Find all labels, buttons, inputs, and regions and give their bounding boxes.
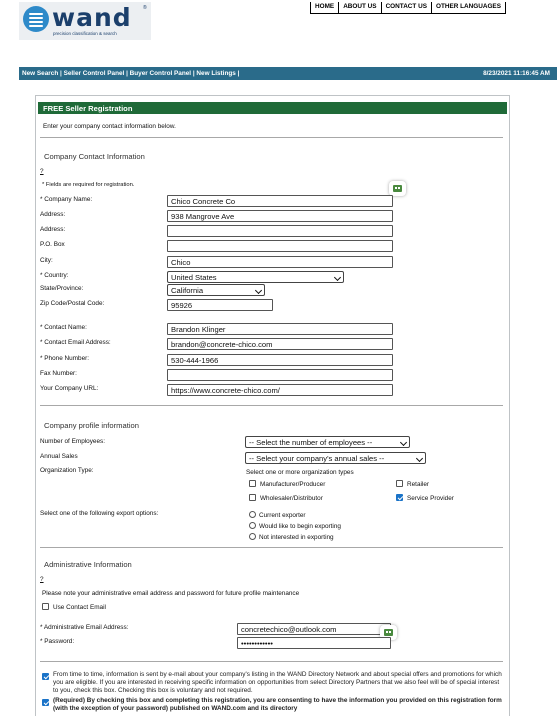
form-intro: Enter your company contact information below. xyxy=(43,123,176,130)
city-input[interactable]: Chico xyxy=(167,256,393,268)
retailer-label: Retailer xyxy=(407,481,430,488)
use-contact-email-label: Use Contact Email xyxy=(53,604,106,611)
address1-input[interactable]: 938 Mangrove Ave xyxy=(167,210,393,222)
retailer-checkbox[interactable] xyxy=(396,480,403,487)
control-bar xyxy=(19,67,557,80)
marketing-consent-checkbox[interactable] xyxy=(42,673,49,680)
city-label: City: xyxy=(40,257,53,264)
divider xyxy=(40,661,503,662)
logo-tagline: precision classification & search xyxy=(53,31,117,36)
po-box-input[interactable] xyxy=(167,240,393,252)
control-panel-links[interactable]: New Search | Seller Control Panel | Buyer Control Panel | New Listings | xyxy=(22,70,240,77)
country-select[interactable] xyxy=(167,271,344,283)
admin-section-heading: Administrative Information xyxy=(44,560,132,569)
service-provider-checkbox[interactable] xyxy=(396,494,403,501)
wholesaler-label: Wholesaler/Distributor xyxy=(260,495,323,502)
contact-email-input[interactable]: brandon@concrete-chico.com xyxy=(167,338,393,350)
contact-section-heading: Company Contact Information xyxy=(44,152,145,161)
employees-label: Number of Employees: xyxy=(40,438,105,445)
org-type-hint: Select one or more organization types xyxy=(246,469,354,476)
password-input[interactable]: •••••••••••• xyxy=(237,637,391,649)
password-manager-icon[interactable] xyxy=(389,181,406,196)
service-provider-label: Service Provider xyxy=(407,495,454,502)
state-select[interactable] xyxy=(167,284,265,296)
admin-email-input[interactable]: concretechico@outlook.com xyxy=(237,623,391,635)
wand-logo[interactable] xyxy=(19,2,151,40)
divider xyxy=(40,547,503,548)
chevron-down-icon xyxy=(334,274,341,281)
chevron-down-icon xyxy=(416,455,423,462)
not-interested-label: Not interested in exporting xyxy=(259,534,334,541)
admin-help-link[interactable]: ? xyxy=(40,576,44,583)
chevron-down-icon xyxy=(400,439,407,446)
admin-email-label: * Administrative Email Address: xyxy=(40,624,129,631)
company-name-label: * Company Name: xyxy=(40,196,93,203)
registration-panel xyxy=(35,95,510,716)
current-exporter-label: Current exporter xyxy=(259,512,306,519)
org-type-label: Organization Type: xyxy=(40,467,94,474)
country-label: * Country: xyxy=(40,272,69,279)
current-datetime: 8/23/2021 11:16:45 AM xyxy=(483,70,550,77)
nav-home[interactable]: HOME xyxy=(310,2,338,14)
zip-label: Zip Code/Postal Code: xyxy=(40,300,105,307)
contact-email-label: * Contact Email Address: xyxy=(40,339,111,346)
begin-exporting-radio[interactable] xyxy=(249,522,256,529)
state-label: State/Province: xyxy=(40,285,84,292)
publish-consent-text: (Required) By checking this box and completing this registration, you are consenting to have the information you provided on this registration form (with the exception of your password) published on WAND.com and its directory xyxy=(53,697,502,712)
contact-help-link[interactable]: ? xyxy=(40,168,44,175)
fax-input[interactable] xyxy=(167,369,393,381)
company-name-input[interactable]: Chico Concrete Co xyxy=(167,195,393,207)
manufacturer-label: Manufacturer/Producer xyxy=(260,481,326,488)
logo-wordmark: wand xyxy=(52,3,132,32)
sales-select[interactable] xyxy=(245,452,426,464)
required-note: * Fields are required for registration. xyxy=(42,182,135,188)
manufacturer-checkbox[interactable] xyxy=(249,480,256,487)
phone-input[interactable]: 530-444-1966 xyxy=(167,354,393,366)
fax-label: Fax Number: xyxy=(40,370,77,377)
url-input[interactable]: https://www.concrete-chico.com/ xyxy=(167,384,393,396)
profile-section-heading: Company profile information xyxy=(44,421,139,430)
employees-select[interactable] xyxy=(245,436,410,448)
address2-input[interactable] xyxy=(167,225,393,237)
url-label: Your Company URL: xyxy=(40,385,99,392)
nav-other-languages[interactable]: OTHER LANGUAGES xyxy=(431,2,506,14)
nav-about-us[interactable]: ABOUT US xyxy=(338,2,380,14)
admin-note: Please note your administrative email address and password for future profile maintenance xyxy=(42,590,300,597)
logo-list-icon xyxy=(23,6,49,32)
sales-value: -- Select your company's annual sales -- xyxy=(249,454,385,463)
po-box-label: P.O. Box xyxy=(40,241,65,248)
divider xyxy=(40,137,503,138)
contact-name-input[interactable]: Brandon Klinger xyxy=(167,323,393,335)
not-interested-radio[interactable] xyxy=(249,533,256,540)
current-exporter-radio[interactable] xyxy=(249,511,256,518)
begin-exporting-label: Would like to begin exporting xyxy=(259,523,341,530)
password-label: * Password: xyxy=(40,638,75,645)
form-title: FREE Seller Registration xyxy=(38,102,507,114)
chevron-down-icon xyxy=(255,287,262,294)
marketing-consent-text: From time to time, information is sent by e-mail about your company's listing in the WAND Directory Network and about special offers and promotions for which you are eligible. If you are interested in receiving specific information on opportunities from select Directory Partners that we also feel will be of special interest to you, check this box. Checking this box is voluntary and not required. xyxy=(53,671,502,694)
nav-contact-us[interactable]: CONTACT US xyxy=(381,2,431,14)
export-label: Select one of the following export options: xyxy=(40,510,159,517)
publish-consent-checkbox[interactable] xyxy=(42,699,49,706)
top-nav xyxy=(310,2,506,14)
employees-value: -- Select the number of employees -- xyxy=(249,438,373,447)
sales-label: Annual Sales xyxy=(40,453,78,460)
address2-label: Address: xyxy=(40,226,66,233)
wholesaler-checkbox[interactable] xyxy=(249,494,256,501)
logo-registered-mark: ® xyxy=(143,5,147,11)
use-contact-email-checkbox[interactable] xyxy=(42,603,49,610)
phone-label: * Phone Number: xyxy=(40,355,90,362)
contact-name-label: * Contact Name: xyxy=(40,324,87,331)
zip-input[interactable]: 95926 xyxy=(167,299,273,311)
country-value: United States xyxy=(171,273,217,282)
address1-label: Address: xyxy=(40,211,66,218)
state-value: California xyxy=(171,286,204,295)
divider xyxy=(40,405,503,406)
